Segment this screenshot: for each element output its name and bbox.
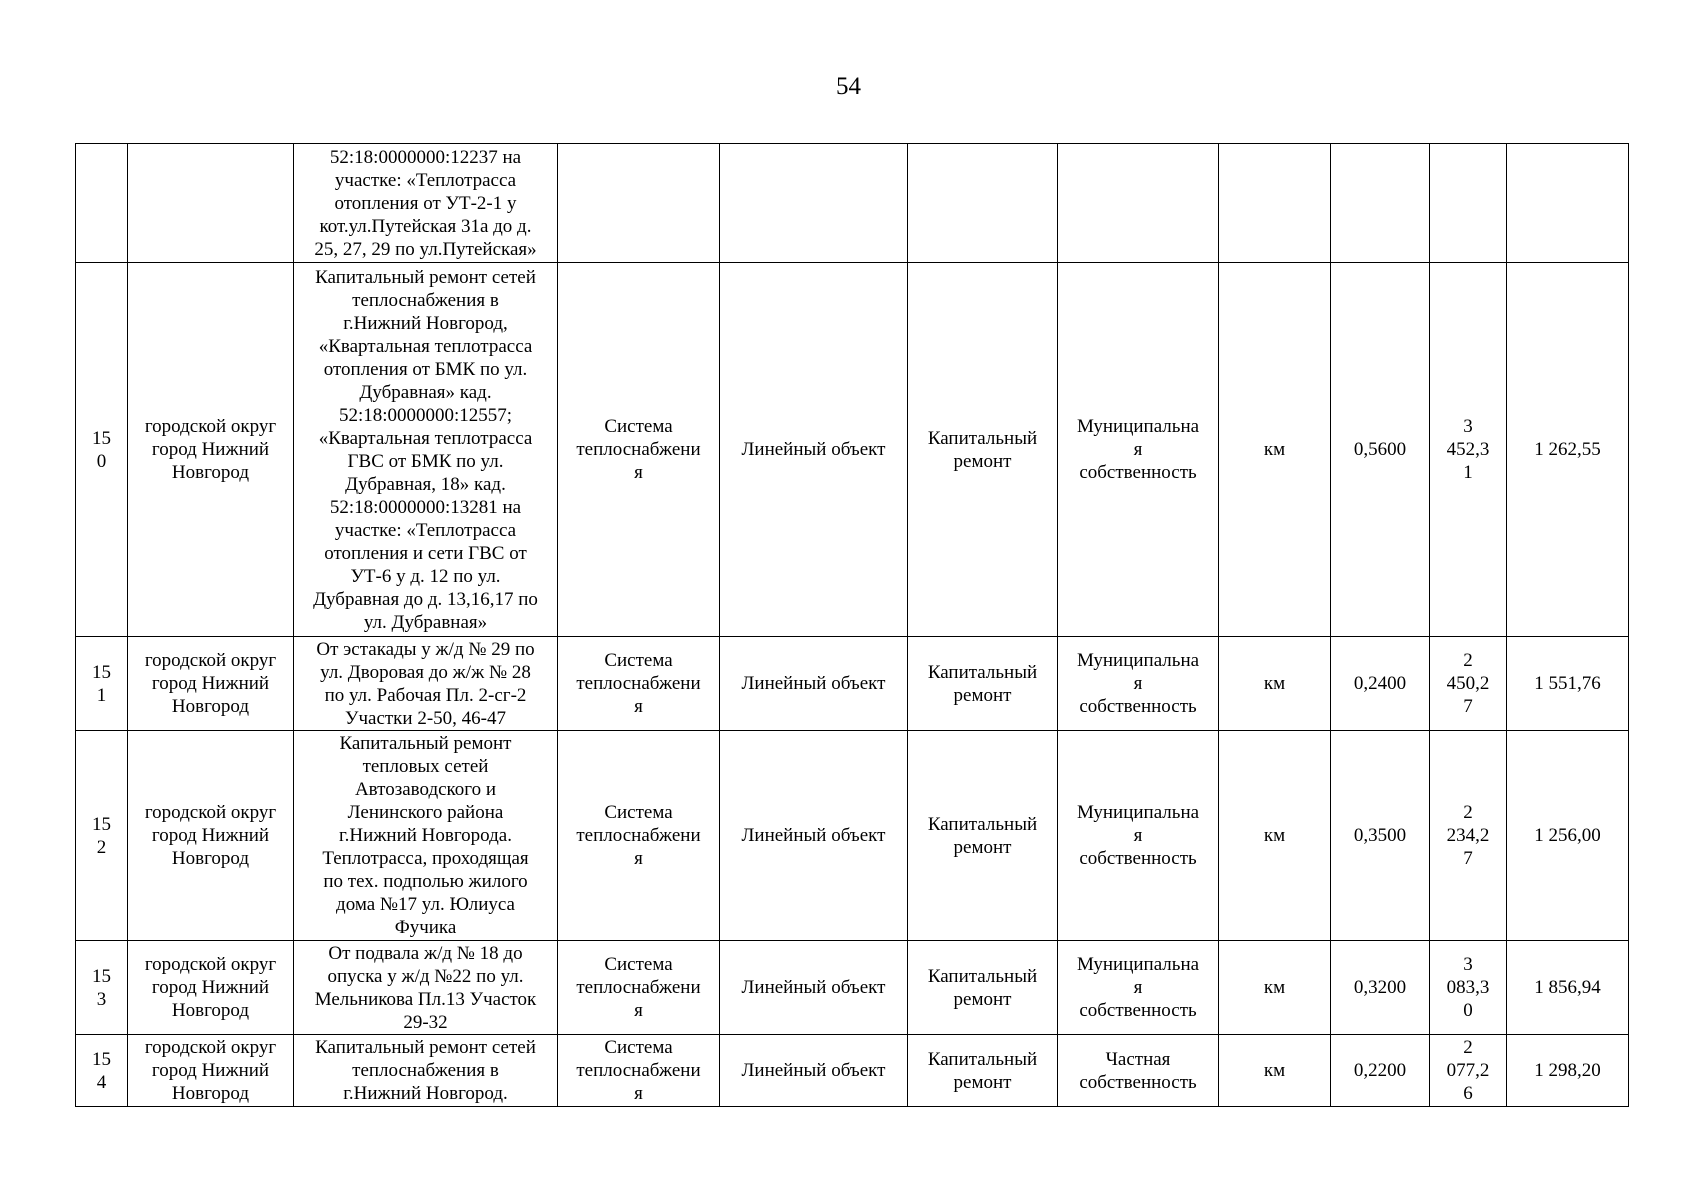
cost-cell: 2 234,2 7: [1430, 731, 1507, 941]
description-cell: Капитальный ремонт тепловых сетей Автозаводского и Ленинского района г.Нижний Новгорода. Теплотрасса, проходящая по тех. подполью жилого дома №17 ул. Юлиуса Фучика: [294, 731, 558, 941]
length-cell: 0,3500: [1331, 731, 1430, 941]
table-row: [76, 263, 1629, 637]
row-number-cell: 15 0: [76, 263, 128, 637]
table-row: [76, 1035, 1629, 1107]
ownership-cell: Муниципальна я собственность: [1058, 731, 1219, 941]
description-cell: Капитальный ремонт сетей теплоснабжения в г.Нижний Новгород, «Квартальная теплотрасса отопления от БМК по ул. Дубравная» кад. 52:18:0000000:12557; «Квартальная теплотрасса ГВС от БМК по ул. Дубравная, 18» кад. 52:18:0000000:13281 на участке: «Теплотрасса отопления и сети ГВС от УТ-6 у д. 12 по ул. Дубравная до д. 13,16,17 по ул. Дубравная»: [294, 263, 558, 637]
municipality-cell: городской округ город Нижний Новгород: [128, 637, 294, 731]
work-type-cell: Капитальный ремонт: [908, 941, 1058, 1035]
object-type-cell: Линейный объект: [720, 263, 908, 637]
row-number-cell: 15 4: [76, 1035, 128, 1107]
page-number: 54: [836, 73, 861, 100]
system-cell: Система теплоснабжени я: [558, 637, 720, 731]
table-row: [76, 731, 1629, 941]
length-cell: 0,5600: [1331, 263, 1430, 637]
total-cell: 1 551,76: [1507, 637, 1629, 731]
work-type-cell: Капитальный ремонт: [908, 263, 1058, 637]
ownership-cell: [1058, 144, 1219, 263]
total-cell: 1 298,20: [1507, 1035, 1629, 1107]
unit-cell: км: [1219, 263, 1331, 637]
row-number-cell: 15 3: [76, 941, 128, 1035]
ownership-cell: Муниципальна я собственность: [1058, 263, 1219, 637]
cost-cell: 2 077,2 6: [1430, 1035, 1507, 1107]
system-cell: Система теплоснабжени я: [558, 731, 720, 941]
description-cell: От подвала ж/д № 18 до опуска у ж/д №22 по ул. Мельникова Пл.13 Участок 29-32: [294, 941, 558, 1035]
length-cell: 0,3200: [1331, 941, 1430, 1035]
object-type-cell: Линейный объект: [720, 731, 908, 941]
system-cell: Система теплоснабжени я: [558, 1035, 720, 1107]
total-cell: 1 262,55: [1507, 263, 1629, 637]
municipality-cell: городской округ город Нижний Новгород: [128, 941, 294, 1035]
row-number-cell: 15 2: [76, 731, 128, 941]
total-cell: [1507, 144, 1629, 263]
cost-cell: 3 452,3 1: [1430, 263, 1507, 637]
work-type-cell: [908, 144, 1058, 263]
description-cell: От эстакады у ж/д № 29 по ул. Дворовая до ж/ж № 28 по ул. Рабочая Пл. 2-сг-2 Участки 2-50, 46-47: [294, 637, 558, 731]
description-cell: 52:18:0000000:12237 на участке: «Теплотрасса отопления от УТ-2-1 у кот.ул.Путейская 31а до д. 25, 27, 29 по ул.Путейская»: [294, 144, 558, 263]
system-cell: Система теплоснабжени я: [558, 941, 720, 1035]
row-number-cell: 15 1: [76, 637, 128, 731]
work-type-cell: Капитальный ремонт: [908, 637, 1058, 731]
object-type-cell: Линейный объект: [720, 1035, 908, 1107]
system-cell: Система теплоснабжени я: [558, 263, 720, 637]
unit-cell: км: [1219, 1035, 1331, 1107]
unit-cell: км: [1219, 637, 1331, 731]
municipality-cell: городской округ город Нижний Новгород: [128, 731, 294, 941]
object-type-cell: Линейный объект: [720, 941, 908, 1035]
unit-cell: [1219, 144, 1331, 263]
object-type-cell: Линейный объект: [720, 637, 908, 731]
municipality-cell: городской округ город Нижний Новгород: [128, 263, 294, 637]
work-type-cell: Капитальный ремонт: [908, 731, 1058, 941]
table-row: [76, 144, 1629, 263]
ownership-cell: Муниципальна я собственность: [1058, 637, 1219, 731]
object-type-cell: [720, 144, 908, 263]
row-number-cell: [76, 144, 128, 263]
ownership-cell: Муниципальна я собственность: [1058, 941, 1219, 1035]
municipality-cell: городской округ город Нижний Новгород: [128, 1035, 294, 1107]
cost-cell: [1430, 144, 1507, 263]
length-cell: [1331, 144, 1430, 263]
total-cell: 1 856,94: [1507, 941, 1629, 1035]
table-row: [76, 941, 1629, 1035]
work-type-cell: Капитальный ремонт: [908, 1035, 1058, 1107]
unit-cell: км: [1219, 731, 1331, 941]
system-cell: [558, 144, 720, 263]
municipality-cell: [128, 144, 294, 263]
works-table: [75, 143, 1629, 1107]
length-cell: 0,2200: [1331, 1035, 1430, 1107]
cost-cell: 3 083,3 0: [1430, 941, 1507, 1035]
table-row: [76, 637, 1629, 731]
length-cell: 0,2400: [1331, 637, 1430, 731]
description-cell: Капитальный ремонт сетей теплоснабжения в г.Нижний Новгород.: [294, 1035, 558, 1107]
ownership-cell: Частная собственность: [1058, 1035, 1219, 1107]
unit-cell: км: [1219, 941, 1331, 1035]
total-cell: 1 256,00: [1507, 731, 1629, 941]
cost-cell: 2 450,2 7: [1430, 637, 1507, 731]
